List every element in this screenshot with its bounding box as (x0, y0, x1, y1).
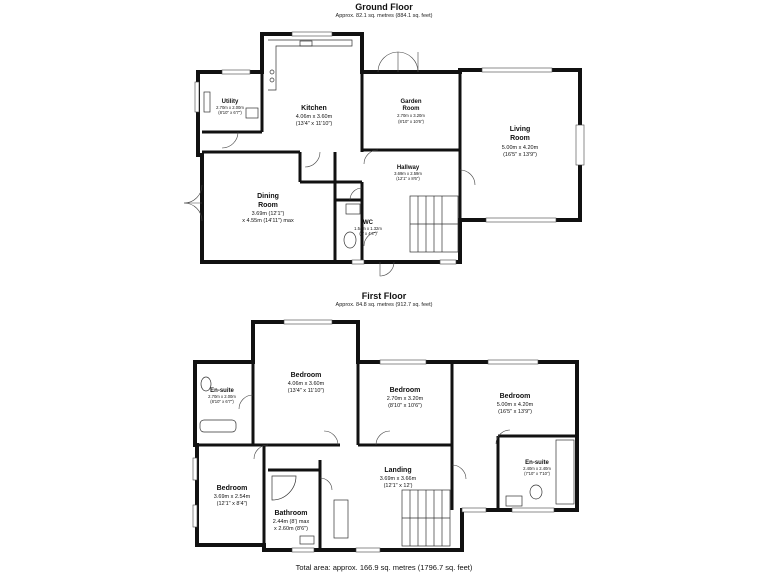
wc-metric: 1.54m x 1.32m (354, 226, 382, 231)
first-floor-title: First Floor (361, 291, 407, 301)
bathroom-metric: 2.44m (8') max (272, 519, 310, 525)
dining-room-label-1: Dining (257, 193, 279, 200)
bedroom-left-metric: 3.69m x 2.54m (213, 494, 251, 500)
bedroom-main-metric: 4.06m x 3.60m (287, 381, 325, 387)
ensuite-left-metric: 2.70m x 2.00m (208, 394, 236, 399)
ground-floor-title: Ground Floor (355, 2, 413, 12)
bedroom-left-imperial: (12'1" x 8'4") (216, 501, 248, 507)
bathroom-imperial: x 2.60m (8'6") (274, 526, 308, 532)
hallway-label: Hallway (396, 165, 420, 171)
bedroom-main-imperial: (13'4" x 11'10") (287, 388, 325, 394)
ensuite-left-imperial: (8'10" x 6'7") (210, 399, 234, 404)
garden-room-label-1: Garden (400, 99, 422, 105)
bedroom-left-label: Bedroom (216, 485, 248, 492)
hallway-metric: 3.69m x 2.59m (394, 171, 422, 176)
ensuite-left-label: En-suite (210, 388, 234, 394)
dining-room-label-2: Room (258, 202, 278, 209)
landing-imperial: (12'1" x 12') (383, 483, 413, 489)
bedroom-mid-metric: 2.70m x 3.20m (386, 396, 424, 402)
bedroom-right-imperial: (16'5" x 13'9") (498, 409, 532, 415)
bedroom-mid-imperial: (8'10" x 10'6") (388, 403, 422, 409)
first-floor-plan (193, 320, 577, 552)
living-room-metric: 5.00m x 4.20m (501, 145, 539, 151)
ensuite-right-metric: 2.40m x 2.40m (523, 466, 551, 471)
ensuite-right-label: En-suite (525, 460, 549, 466)
bedroom-mid-label: Bedroom (389, 387, 421, 394)
utility-imperial: (8'10" x 6'7") (218, 110, 242, 115)
living-room-label-1: Living (509, 126, 531, 133)
kitchen-metric: 4.06m x 3.60m (295, 114, 333, 120)
utility-metric: 2.70m x 2.00m (216, 105, 244, 110)
bedroom-right-label: Bedroom (499, 393, 531, 400)
ensuite-right-imperial: (7'10" x 7'10") (524, 471, 550, 476)
living-room-label-2: Room (510, 135, 530, 142)
landing-metric: 3.69m x 3.66m (379, 476, 417, 482)
first-floor-area: Approx. 84.8 sq. metres (912.7 sq. feet) (335, 302, 433, 308)
garden-room-label-2: Room (402, 106, 420, 112)
bedroom-right-metric: 5.00m x 4.20m (496, 402, 534, 408)
utility-label: Utility (221, 99, 239, 105)
garden-room-metric: 2.70m x 3.20m (397, 113, 425, 118)
dining-room-imperial: x 4.55m (14'11") max (242, 218, 294, 224)
garden-room-imperial: (8'10" x 10'6") (398, 119, 424, 124)
dining-room-metric: 3.69m (12'1") (251, 211, 285, 217)
landing-label: Landing (384, 467, 412, 474)
kitchen-label: Kitchen (301, 105, 327, 112)
kitchen-imperial: (13'4" x 11'10") (295, 121, 333, 127)
ground-floor-area: Approx. 82.1 sq. metres (884.1 sq. feet) (335, 13, 433, 19)
bathroom-label: Bathroom (274, 510, 308, 517)
bedroom-main-label: Bedroom (290, 372, 322, 379)
hallway-imperial: (12'1" x 8'6") (396, 176, 420, 181)
ground-floor-plan (184, 32, 584, 276)
living-room-imperial: (16'5" x 13'9") (503, 152, 537, 158)
total-area: Total area: approx. 166.9 sq. metres (1796.7 sq. feet) (295, 563, 473, 572)
wc-imperial: (5' x 4'4") (359, 231, 377, 236)
wc-label: WC (363, 220, 373, 226)
